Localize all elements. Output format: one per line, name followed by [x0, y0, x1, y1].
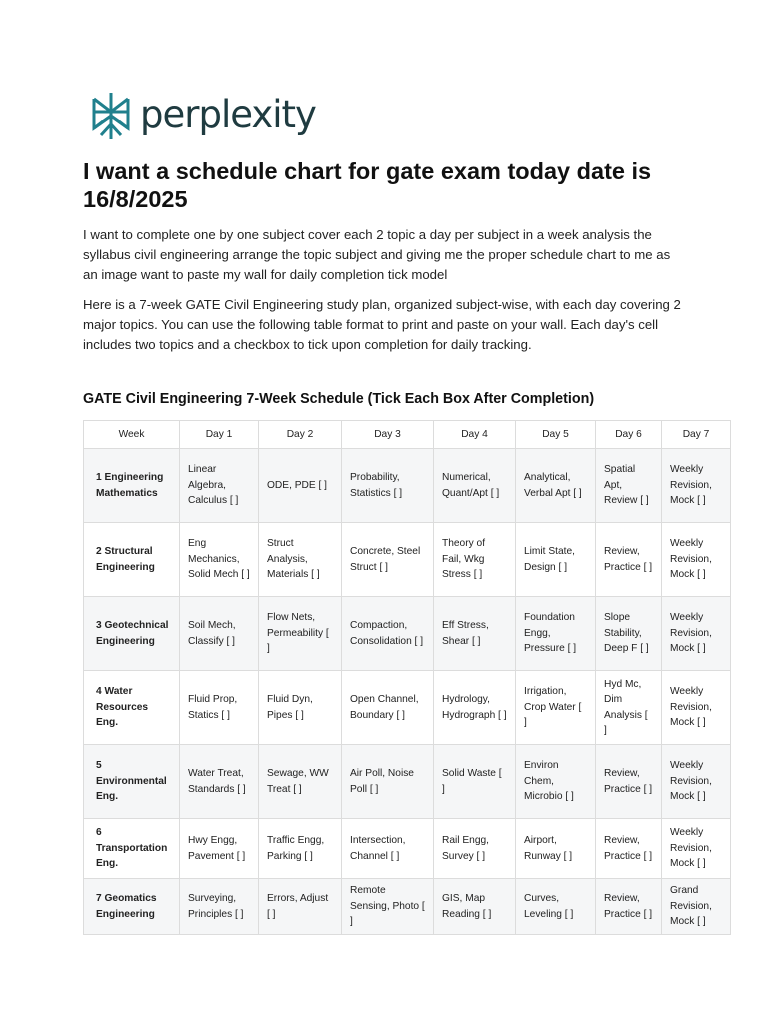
day-cell: Surveying, Principles [ ]: [180, 879, 259, 935]
page-title: I want a schedule chart for gate exam today date is 16/8/2025: [83, 158, 652, 212]
day-cell: Soil Mech, Classify [ ]: [180, 597, 259, 671]
day-cell: Review, Practice [ ]: [596, 523, 662, 597]
column-header: Week: [84, 421, 180, 449]
day-cell: Traffic Engg, Parking [ ]: [259, 819, 342, 879]
day-cell: Hwy Engg, Pavement [ ]: [180, 819, 259, 879]
table-row: [84, 597, 731, 671]
table-row: [84, 449, 731, 523]
question-body: I want to complete one by one subject cover each 2 topic a day per subject in a week analysis the syllabus civil engineering arrange the topic subject and giving me the proper schedule chart to me as an image want to paste my wall for daily completion tick model: [83, 227, 671, 282]
day-cell: Environ Chem, Microbio [ ]: [516, 745, 596, 819]
day-cell: Intersection, Channel [ ]: [342, 819, 434, 879]
day-cell: Airport, Runway [ ]: [516, 819, 596, 879]
week-cell: 6 Transportation Eng.: [84, 819, 180, 879]
table-row: [84, 819, 731, 879]
week-cell: 1 Engineering Mathematics: [84, 449, 180, 523]
table-header-row: [84, 421, 731, 449]
day-cell: Irrigation, Crop Water [ ]: [516, 671, 596, 745]
column-header: Day 1: [180, 421, 259, 449]
day-cell: ODE, PDE [ ]: [259, 449, 342, 523]
column-header: Day 7: [662, 421, 731, 449]
table-row: [84, 879, 731, 935]
week-cell: 3 Geotechnical Engineering: [84, 597, 180, 671]
day-cell: Weekly Revision, Mock [ ]: [662, 523, 731, 597]
day-cell: Water Treat, Standards [ ]: [180, 745, 259, 819]
day-cell: Fluid Dyn, Pipes [ ]: [259, 671, 342, 745]
column-header: Day 4: [434, 421, 516, 449]
day-cell: Probability, Statistics [ ]: [342, 449, 434, 523]
week-cell: 7 Geomatics Engineering: [84, 879, 180, 935]
day-cell: Fluid Prop, Statics [ ]: [180, 671, 259, 745]
day-cell: Solid Waste [ ]: [434, 745, 516, 819]
day-cell: Eff Stress, Shear [ ]: [434, 597, 516, 671]
day-cell: Hyd Mc, Dim Analysis [ ]: [596, 671, 662, 745]
perplexity-logo-icon: [90, 91, 132, 141]
day-cell: Weekly Revision, Mock [ ]: [662, 819, 731, 879]
column-header: Day 2: [259, 421, 342, 449]
day-cell: Review, Practice [ ]: [596, 745, 662, 819]
table-body: [84, 449, 731, 935]
day-cell: Weekly Revision, Mock [ ]: [662, 597, 731, 671]
day-cell: Limit State, Design [ ]: [516, 523, 596, 597]
day-cell: Sewage, WW Treat [ ]: [259, 745, 342, 819]
perplexity-logo: [90, 90, 316, 142]
day-cell: Rail Engg, Survey [ ]: [434, 819, 516, 879]
schedule-table-heading: GATE Civil Engineering 7-Week Schedule (Tick Each Box After Completion): [83, 391, 595, 407]
column-header: Day 6: [596, 421, 662, 449]
day-cell: Air Poll, Noise Poll [ ]: [342, 745, 434, 819]
day-cell: Linear Algebra, Calculus [ ]: [180, 449, 259, 523]
table-row: [84, 523, 731, 597]
day-cell: Curves, Leveling [ ]: [516, 879, 596, 935]
day-cell: Weekly Revision, Mock [ ]: [662, 449, 731, 523]
day-cell: Slope Stability, Deep F [ ]: [596, 597, 662, 671]
schedule-table: [83, 420, 731, 935]
day-cell: Concrete, Steel Struct [ ]: [342, 523, 434, 597]
day-cell: Analytical, Verbal Apt [ ]: [516, 449, 596, 523]
column-header: Day 5: [516, 421, 596, 449]
day-cell: Weekly Revision, Mock [ ]: [662, 745, 731, 819]
day-cell: Numerical, Quant/Apt [ ]: [434, 449, 516, 523]
week-cell: 5 Environmental Eng.: [84, 745, 180, 819]
day-cell: Eng Mechanics, Solid Mech [ ]: [180, 523, 259, 597]
day-cell: Flow Nets, Permeability [ ]: [259, 597, 342, 671]
day-cell: GIS, Map Reading [ ]: [434, 879, 516, 935]
day-cell: Remote Sensing, Photo [ ]: [342, 879, 434, 935]
day-cell: Review, Practice [ ]: [596, 819, 662, 879]
table-row: [84, 745, 731, 819]
week-cell: 4 Water Resources Eng.: [84, 671, 180, 745]
day-cell: Errors, Adjust [ ]: [259, 879, 342, 935]
day-cell: Open Channel, Boundary [ ]: [342, 671, 434, 745]
day-cell: Struct Analysis, Materials [ ]: [259, 523, 342, 597]
day-cell: Hydrology, Hydrograph [ ]: [434, 671, 516, 745]
answer-intro: Here is a 7-week GATE Civil Engineering study plan, organized subject-wise, with each day covering 2 major topics. You can use the following table format to print and paste on your wall. Each day's cell includes two topics and a checkbox to tick upon completion for daily tracking.: [83, 297, 681, 352]
week-cell: 2 Structural Engineering: [84, 523, 180, 597]
column-header: Day 3: [342, 421, 434, 449]
day-cell: Review, Practice [ ]: [596, 879, 662, 935]
brand-wordmark: perplexity: [140, 92, 316, 136]
day-cell: Compaction, Consolidation [ ]: [342, 597, 434, 671]
day-cell: Foundation Engg, Pressure [ ]: [516, 597, 596, 671]
day-cell: Spatial Apt, Review [ ]: [596, 449, 662, 523]
day-cell: Weekly Revision, Mock [ ]: [662, 671, 731, 745]
table-row: [84, 671, 731, 745]
day-cell: Theory of Fail, Wkg Stress [ ]: [434, 523, 516, 597]
day-cell: Grand Revision, Mock [ ]: [662, 879, 731, 935]
